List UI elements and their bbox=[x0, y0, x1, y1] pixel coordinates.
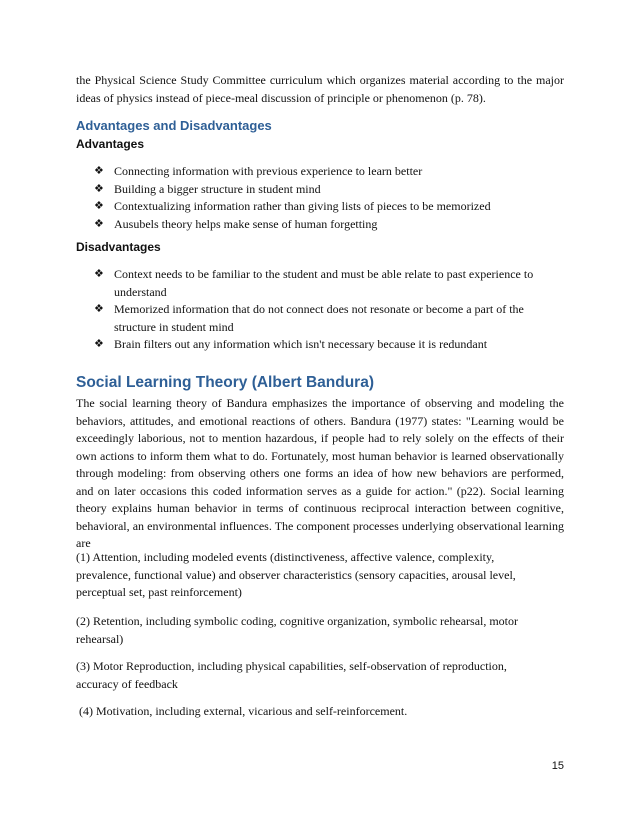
diamond-bullet-icon: ❖ bbox=[94, 303, 104, 315]
diamond-bullet-icon: ❖ bbox=[94, 268, 104, 280]
disadvantages-label: Disadvantages bbox=[76, 240, 161, 254]
list-item: ❖ Ausubels theory helps make sense of human forgetting bbox=[94, 216, 564, 234]
list-item: ❖ Memorized information that do not connect does not resonate or become a part of the structure in student mind bbox=[94, 302, 524, 334]
process-attention: (1) Attention, including modeled events (distinctiveness, affective valence, complexity, prevalence, functional value) and observer characteristics (sensory capacities, arousal level, perceptual set, past reinforcement) bbox=[76, 550, 516, 599]
list-item: ❖ Connecting information with previous experience to learn better bbox=[94, 163, 564, 181]
social-learning-heading: Social Learning Theory (Albert Bandura) bbox=[76, 374, 374, 391]
process-retention: (2) Retention, including symbolic coding, cognitive organization, symbolic rehearsal, motor rehearsal) bbox=[76, 614, 519, 646]
process-motor-reproduction: (3) Motor Reproduction, including physical capabilities, self-observation of reproduction, accuracy of feedback bbox=[76, 659, 507, 691]
diamond-bullet-icon: ❖ bbox=[94, 165, 104, 177]
diamond-bullet-icon: ❖ bbox=[94, 217, 104, 230]
advantages-disadvantages-heading: Advantages and Disadvantages bbox=[76, 118, 272, 133]
advantages-list bbox=[94, 163, 564, 233]
intro-paragraph: the Physical Science Study Committee curriculum which organizes material according to the major ideas of physics instead of piece-meal discussion of principle or phenomenon (p. 78). bbox=[76, 73, 564, 105]
process-motivation: (4) Motivation, including external, vicarious and self-reinforcement. bbox=[79, 704, 408, 718]
page-number: 15 bbox=[551, 760, 564, 772]
list-item: ❖ Building a bigger structure in student mind bbox=[94, 181, 564, 199]
diamond-bullet-icon: ❖ bbox=[94, 200, 104, 212]
social-learning-paragraph: The social learning theory of Bandura emphasizes the importance of observing and modeling the behaviors, attitudes, and emotional reactions of others. Bandura (1977) states: "Learning would be exceedingly laborious, not to mention hazardous, if people had to rely solely on the effects of their own actions to inform them what to do. Fortunately, most human behavior is learned observationally through modeling: from observing others one forms an idea of how new behaviors are performed, and on later occasions this coded information serves as a guide for action." (p22). Social learning theory explains human behavior in terms of continuous reciprocal interaction between cognitive, behavioral, an environmental influences. The component processes underlying observational learning are bbox=[76, 396, 564, 550]
list-item: ❖ Brain filters out any information which isn't necessary because it is redundant bbox=[94, 336, 564, 354]
advantages-label: Advantages bbox=[76, 137, 145, 151]
disadvantages-list bbox=[94, 266, 564, 354]
diamond-bullet-icon: ❖ bbox=[94, 182, 104, 195]
list-item: ❖ Context needs to be familiar to the student and must be able relate to past experience to understand bbox=[94, 267, 534, 299]
diamond-bullet-icon: ❖ bbox=[94, 338, 104, 350]
list-item: ❖ Contextualizing information rather than giving lists of pieces to be memorized bbox=[94, 198, 564, 216]
